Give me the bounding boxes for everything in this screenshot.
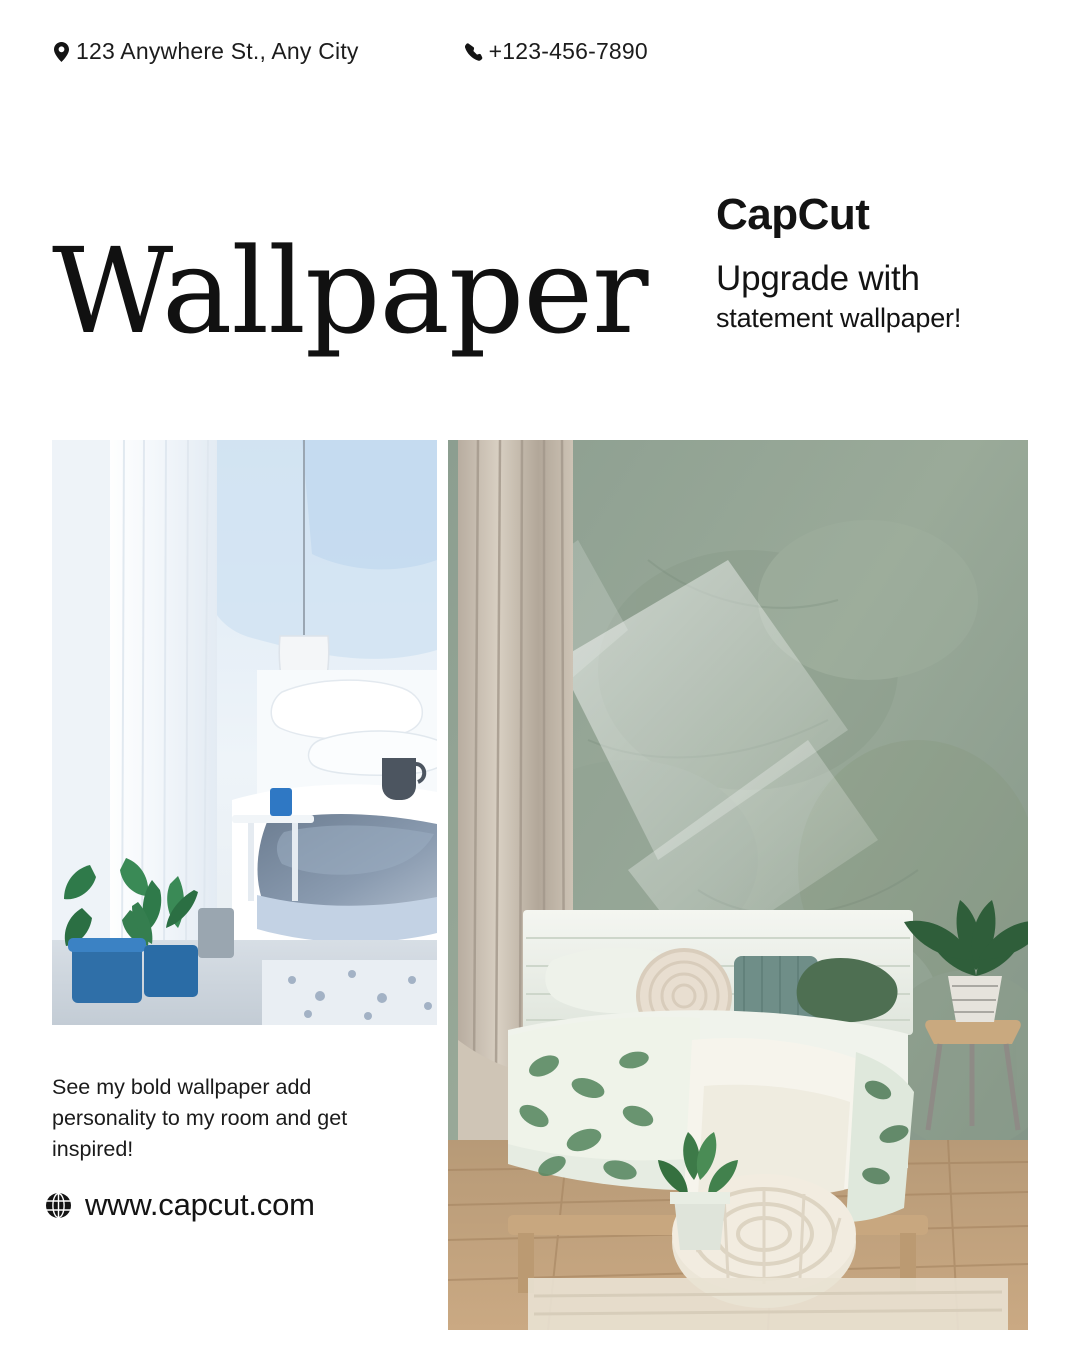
phone-icon [465,40,483,64]
location-pin-icon [52,40,70,64]
address-item [52,38,359,65]
phone-item [465,38,648,65]
brand-block [716,192,1036,334]
bedroom-photo-blue [52,440,437,1025]
brand-name: CapCut [716,190,870,239]
globe-icon [44,1191,72,1219]
website-url: www.capcut.com [85,1187,315,1222]
brand-tagline-line1: Upgrade with [716,259,920,299]
address-text: 123 Anywhere St., Any City [76,38,359,64]
phone-text: +123-456-7890 [488,38,648,64]
bedroom-photo-green [448,440,1028,1330]
page-title: Wallpaper [52,222,648,360]
brand-tagline-line2: statement wallpaper! [716,302,962,333]
description-text: See my bold wallpaper add personality to my room and get inspired! [52,1075,348,1162]
website-link[interactable] [44,1187,315,1223]
contact-bar [52,38,648,65]
